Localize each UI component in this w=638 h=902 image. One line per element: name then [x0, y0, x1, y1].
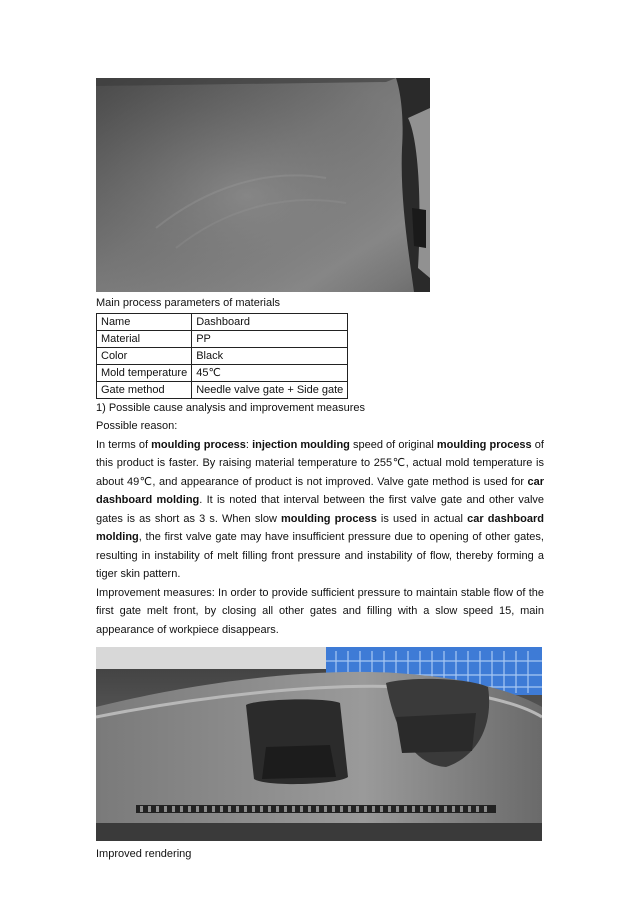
reason-keyword: moulding process	[436, 438, 532, 451]
reason-paragraph	[96, 436, 544, 584]
improved-dashboard-photo	[96, 647, 542, 841]
reason-text: speed of original	[349, 438, 437, 451]
table-row	[97, 347, 348, 364]
param-label: Color	[97, 347, 192, 364]
reason-text: of this product is faster. By raising material temperature to 255℃, actual mold temperature is about 49℃, and appearance of product is not improved. Valve gate method is used for	[96, 438, 544, 488]
reason-keyword: moulding process	[151, 438, 246, 451]
reason-text: In terms of	[96, 438, 152, 451]
param-value: Black	[192, 347, 348, 364]
param-value: 45℃	[192, 364, 348, 381]
reason-text: :	[245, 438, 253, 451]
section-heading: 1) Possible cause analysis and improvement measures	[96, 401, 366, 414]
table-row	[97, 330, 348, 347]
param-label: Material	[97, 330, 192, 347]
bottom-caption: Improved rendering	[96, 848, 192, 860]
document-page	[96, 78, 544, 864]
table-row	[97, 364, 348, 381]
reason-text: , the first valve gate may have insufficient pressure due to opening of other gates, resulting in instability of melt filling front pressure and instability of flow, thereby forming a tiger skin pattern.	[96, 531, 544, 580]
reason-keyword: moulding process	[281, 512, 377, 525]
improvement-paragraph: Improvement measures: In order to provide sufficient pressure to maintain stable flow of the first gate melt front, by closing all other gates and filling with a slow speed 15, main appearance of workpiece disappears.	[96, 586, 544, 636]
table-row	[97, 381, 348, 398]
param-value: PP	[192, 330, 348, 347]
table-caption: Main process parameters of materials	[96, 297, 281, 309]
process-parameters-table	[96, 313, 348, 399]
param-value: Dashboard	[192, 313, 348, 330]
reason-keyword: car dashboard molding	[96, 512, 544, 543]
table-row	[97, 313, 348, 330]
reason-keyword: car dashboard molding	[96, 475, 544, 506]
reason-text: is used in actual	[376, 512, 468, 525]
reason-text: . It is noted that interval between the first valve gate and other valve gates is as short as 3 s. When slow	[96, 494, 545, 525]
param-label: Name	[97, 313, 192, 330]
reason-keyword: injection moulding	[252, 438, 350, 451]
param-value: Needle valve gate + Side gate	[192, 381, 348, 398]
param-label: Mold temperature	[97, 364, 192, 381]
reason-label: Possible reason:	[96, 420, 178, 432]
tiger-skin-defect-photo	[96, 78, 430, 292]
param-label: Gate method	[97, 381, 192, 398]
